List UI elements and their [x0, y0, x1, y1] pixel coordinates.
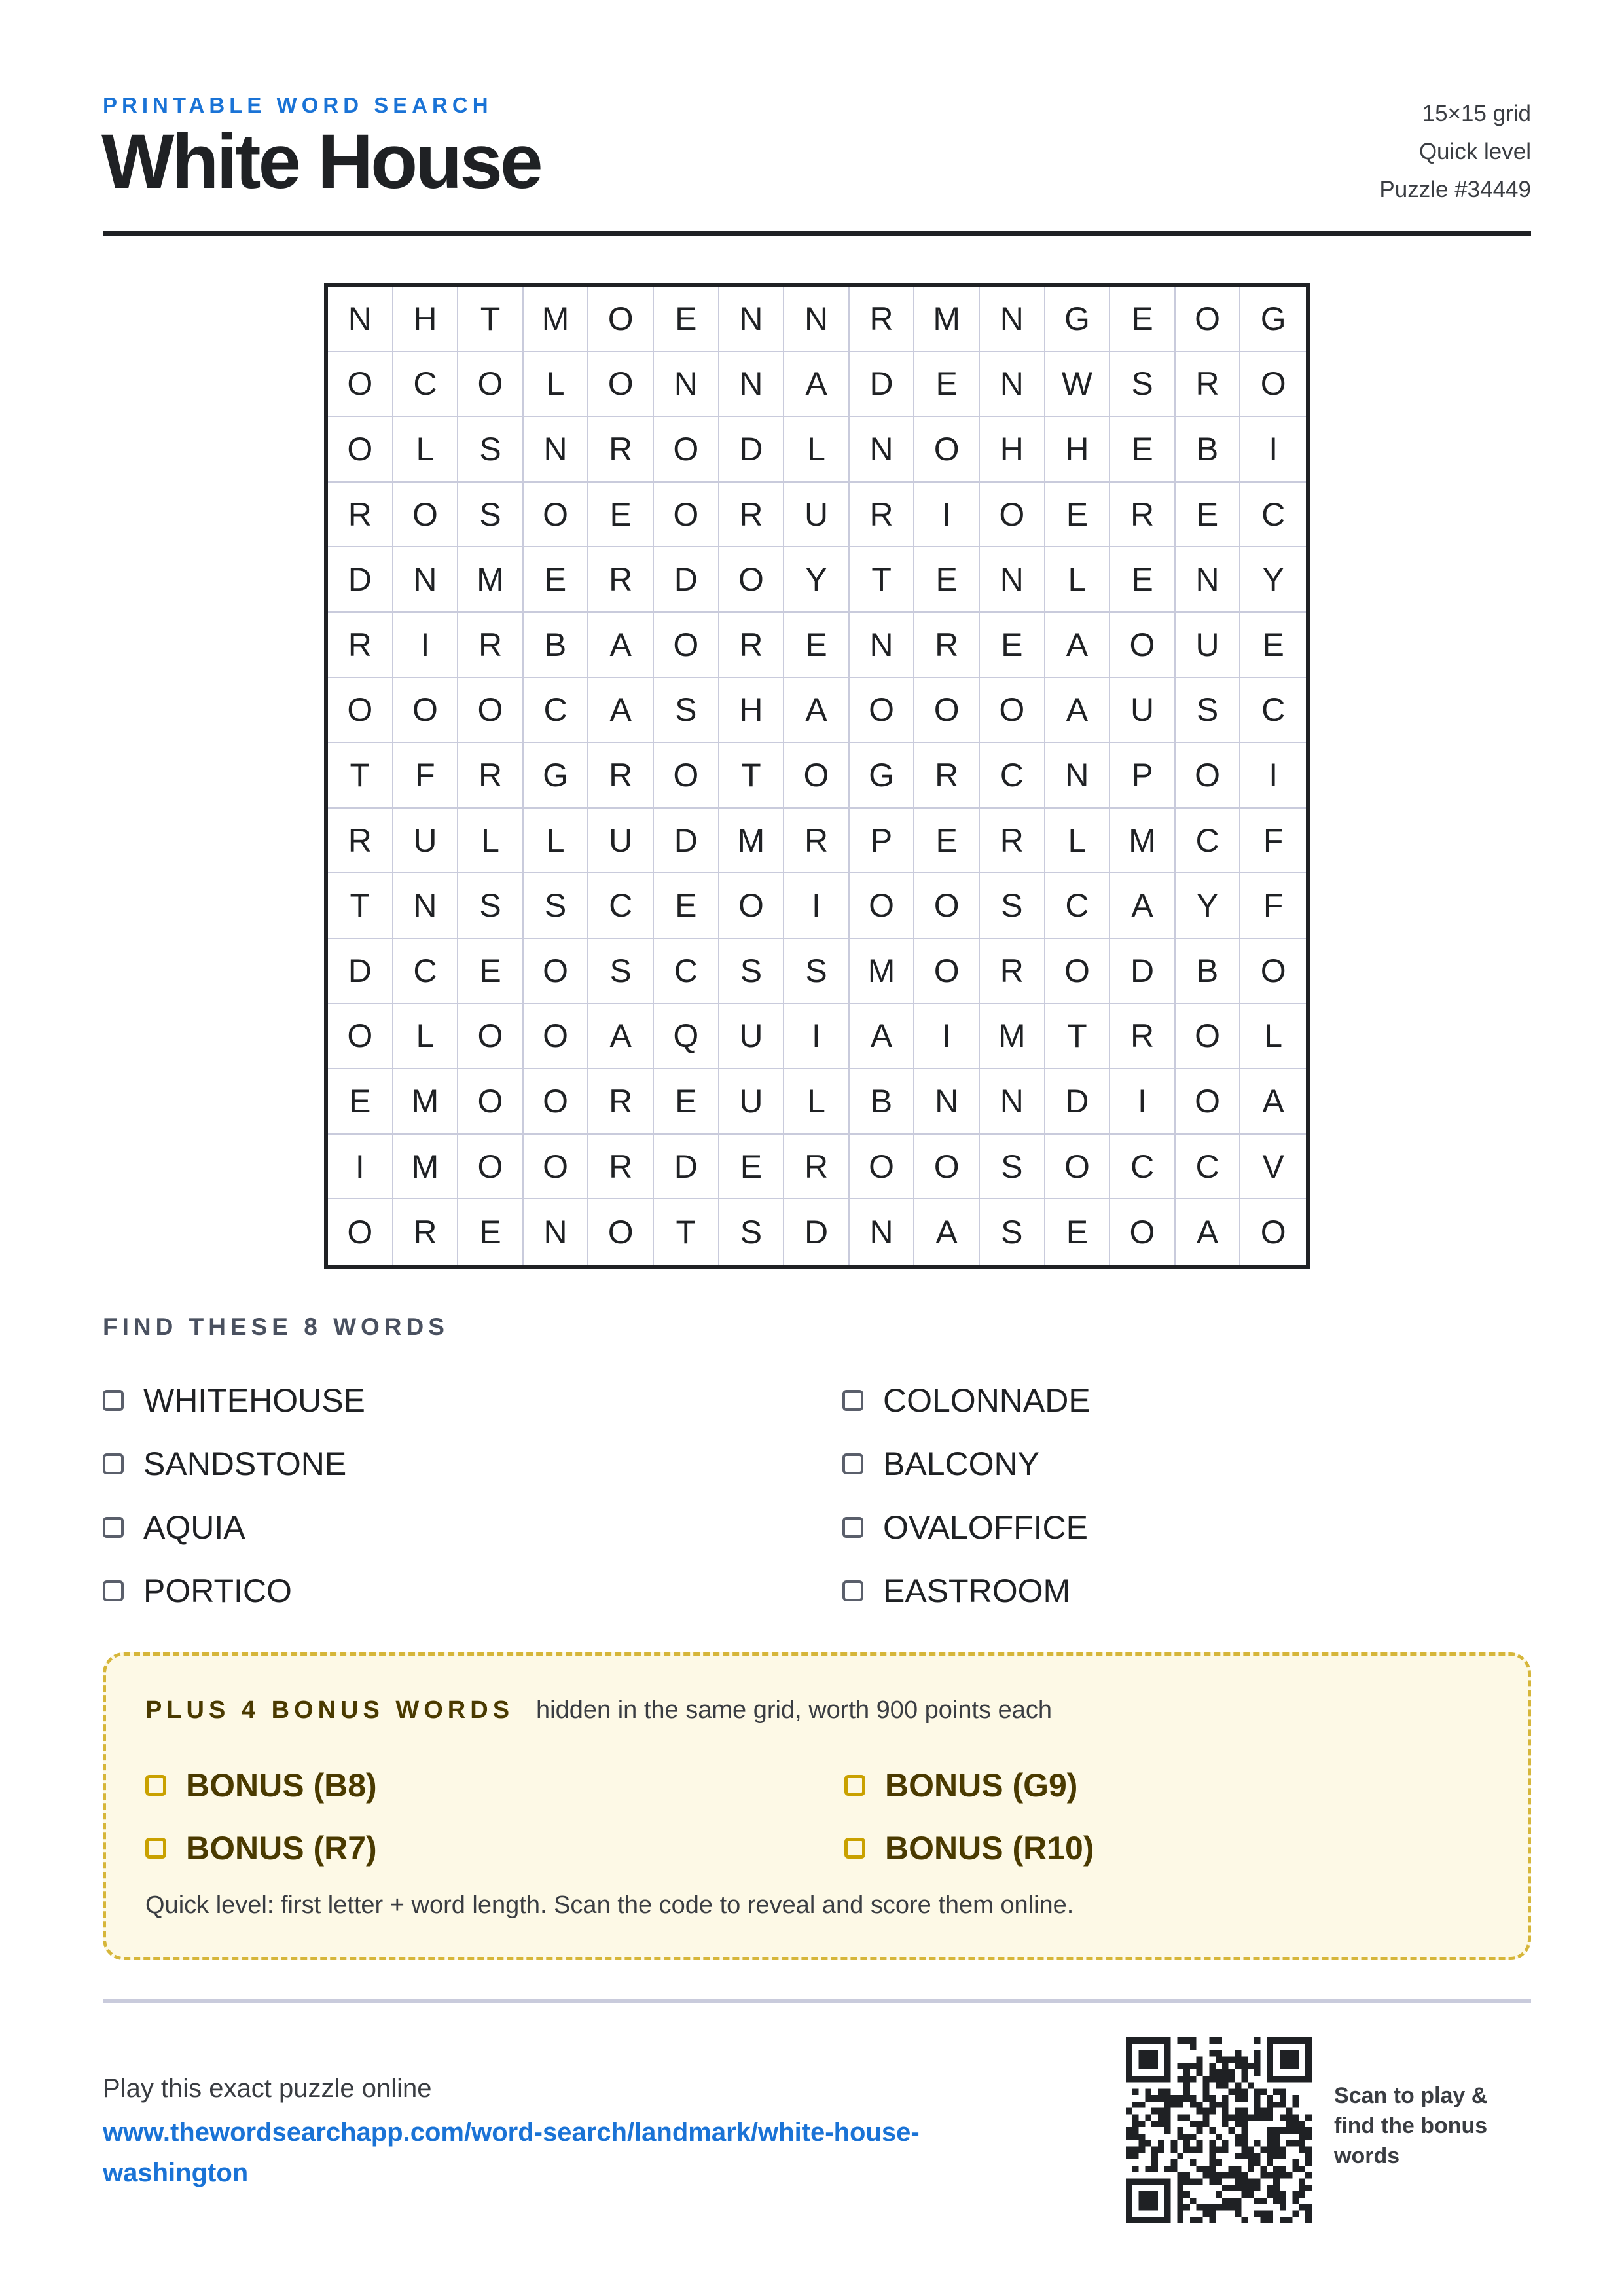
word-item[interactable] — [842, 1559, 1531, 1622]
grid-cell[interactable]: O — [784, 743, 850, 809]
grid-cell[interactable]: N — [784, 287, 850, 352]
grid-cell[interactable]: R — [588, 1135, 654, 1200]
grid-cell[interactable]: H — [393, 287, 459, 352]
scan-text: Scan to play & find the bonus words — [1334, 2083, 1488, 2168]
grid-cell[interactable]: O — [1176, 743, 1241, 809]
word-label: WHITEHOUSE — [143, 1381, 365, 1419]
grid-cell[interactable]: N — [980, 352, 1045, 418]
checkbox[interactable] — [842, 1517, 863, 1538]
grid-cell[interactable]: R — [784, 1135, 850, 1200]
grid-cell[interactable]: L — [393, 417, 459, 483]
grid-cell[interactable]: S — [719, 939, 785, 1004]
grid-cell[interactable]: I — [1240, 743, 1306, 809]
checkbox[interactable] — [842, 1390, 863, 1411]
word-item[interactable] — [103, 1559, 842, 1622]
grid-cell[interactable]: E — [719, 1135, 785, 1200]
word-label: SANDSTONE — [143, 1445, 347, 1482]
checkbox[interactable] — [842, 1580, 863, 1601]
grid-cell[interactable]: O — [393, 678, 459, 744]
grid-cell[interactable]: O — [654, 417, 719, 483]
grid-cell[interactable]: R — [328, 809, 393, 874]
grid-cell[interactable]: S — [588, 939, 654, 1004]
grid-cell[interactable]: L — [1045, 547, 1111, 613]
grid-cell[interactable]: A — [784, 352, 850, 418]
grid-cell[interactable]: O — [1110, 1199, 1176, 1265]
checkbox[interactable] — [103, 1517, 124, 1538]
grid-cell[interactable]: N — [850, 1199, 915, 1265]
grid-cell[interactable]: O — [1110, 613, 1176, 678]
grid-cell[interactable]: I — [1110, 1069, 1176, 1135]
grid-cell[interactable]: R — [1110, 1004, 1176, 1070]
grid-cell[interactable]: N — [524, 1199, 589, 1265]
bonus-word-label: BONUS (G9) — [885, 1767, 1078, 1804]
grid-cell[interactable]: O — [1176, 1069, 1241, 1135]
grid-cell[interactable]: O — [524, 939, 589, 1004]
grid-cell[interactable]: N — [850, 417, 915, 483]
bonus-heading — [145, 1696, 1052, 1724]
grid-cell[interactable]: W — [1045, 352, 1111, 418]
grid-cell[interactable]: A — [588, 678, 654, 744]
grid-cell[interactable]: A — [1240, 1069, 1306, 1135]
grid-cell[interactable]: O — [328, 678, 393, 744]
grid-cell[interactable]: E — [654, 873, 719, 939]
grid-cell[interactable]: S — [458, 417, 524, 483]
word-item[interactable] — [842, 1495, 1531, 1559]
grid-cell[interactable]: R — [458, 613, 524, 678]
grid-cell[interactable]: O — [654, 613, 719, 678]
grid-cell[interactable]: O — [850, 1135, 915, 1200]
grid-cell[interactable]: D — [850, 352, 915, 418]
grid-cell[interactable]: N — [980, 547, 1045, 613]
level: Quick level — [1418, 139, 1531, 164]
word-item[interactable] — [842, 1368, 1531, 1432]
grid-cell[interactable]: T — [458, 287, 524, 352]
bonus-checkbox[interactable] — [145, 1775, 166, 1796]
grid-cell[interactable]: L — [524, 809, 589, 874]
grid-cell[interactable]: R — [784, 809, 850, 874]
grid-cell[interactable]: R — [1176, 352, 1241, 418]
grid-cell[interactable]: U — [784, 483, 850, 548]
grid-cell[interactable]: R — [980, 809, 1045, 874]
grid-cell[interactable]: M — [458, 547, 524, 613]
word-label: OVALOFFICE — [883, 1508, 1089, 1546]
word-item[interactable] — [103, 1432, 842, 1495]
grid-cell[interactable]: O — [458, 352, 524, 418]
grid-cell[interactable]: F — [393, 743, 459, 809]
grid-cell[interactable]: E — [588, 483, 654, 548]
grid-cell[interactable]: U — [1110, 678, 1176, 744]
grid-cell[interactable]: S — [980, 1135, 1045, 1200]
grid-cell[interactable]: O — [328, 1004, 393, 1070]
puzzle-meta — [1379, 95, 1531, 209]
grid-cell[interactable]: M — [850, 939, 915, 1004]
grid-cell[interactable]: H — [980, 417, 1045, 483]
grid-cell[interactable]: G — [524, 743, 589, 809]
grid-cell[interactable]: O — [588, 1199, 654, 1265]
grid-cell[interactable]: D — [719, 417, 785, 483]
grid-cell[interactable]: O — [1176, 287, 1241, 352]
grid-cell[interactable]: C — [1110, 1135, 1176, 1200]
grid-cell[interactable]: L — [784, 417, 850, 483]
grid-cell[interactable]: E — [458, 939, 524, 1004]
word-item[interactable] — [103, 1495, 842, 1559]
grid-cell[interactable]: C — [654, 939, 719, 1004]
grid-cell[interactable]: A — [588, 613, 654, 678]
grid-cell[interactable]: C — [980, 743, 1045, 809]
grid-cell[interactable]: N — [1176, 547, 1241, 613]
grid-cell[interactable]: G — [1240, 287, 1306, 352]
grid-cell[interactable]: N — [393, 547, 459, 613]
grid-cell[interactable]: O — [524, 1069, 589, 1135]
grid-cell[interactable]: T — [719, 743, 785, 809]
grid-cell[interactable]: R — [850, 287, 915, 352]
grid-cell[interactable]: N — [914, 1069, 980, 1135]
grid-cell[interactable]: E — [1176, 483, 1241, 548]
grid-cell[interactable]: O — [719, 547, 785, 613]
grid-cell[interactable]: E — [980, 613, 1045, 678]
bonus-subtitle: hidden in the same grid, worth 900 points each — [536, 1696, 1052, 1724]
grid-cell[interactable]: P — [1110, 743, 1176, 809]
grid-cell[interactable]: I — [328, 1135, 393, 1200]
grid-cell[interactable]: I — [784, 873, 850, 939]
grid-cell[interactable]: E — [458, 1199, 524, 1265]
grid-cell[interactable]: S — [458, 483, 524, 548]
word-list — [103, 1368, 1531, 1622]
grid-cell[interactable]: B — [1176, 417, 1241, 483]
grid-cell[interactable]: M — [1110, 809, 1176, 874]
grid-cell[interactable]: B — [524, 613, 589, 678]
grid-cell[interactable]: O — [1240, 352, 1306, 418]
grid-cell[interactable]: D — [1045, 1069, 1111, 1135]
grid-cell[interactable]: E — [1110, 417, 1176, 483]
checkbox[interactable] — [103, 1390, 124, 1411]
grid-cell[interactable]: T — [654, 1199, 719, 1265]
grid-cell[interactable]: O — [914, 678, 980, 744]
grid-cell[interactable]: D — [654, 547, 719, 613]
bonus-word-label: BONUS (R10) — [885, 1830, 1094, 1867]
grid-cell[interactable]: O — [1176, 1004, 1241, 1070]
grid-cell[interactable]: O — [914, 939, 980, 1004]
grid-cell[interactable]: N — [328, 287, 393, 352]
grid-cell[interactable]: E — [1110, 287, 1176, 352]
grid-cell[interactable]: O — [1045, 939, 1111, 1004]
word-label: EASTROOM — [883, 1572, 1071, 1609]
grid-cell[interactable]: R — [719, 483, 785, 548]
grid-cell[interactable]: S — [458, 873, 524, 939]
grid-cell[interactable]: L — [458, 809, 524, 874]
grid-cell[interactable]: I — [784, 1004, 850, 1070]
grid-cell[interactable]: D — [328, 547, 393, 613]
grid-cell[interactable]: Y — [1240, 547, 1306, 613]
word-label: COLONNADE — [883, 1381, 1091, 1419]
checkbox[interactable] — [842, 1453, 863, 1474]
grid-cell[interactable]: R — [588, 417, 654, 483]
grid-cell[interactable]: R — [1110, 483, 1176, 548]
grid-cell[interactable]: E — [1240, 613, 1306, 678]
grid-cell[interactable]: E — [654, 287, 719, 352]
grid-cell[interactable]: F — [1240, 873, 1306, 939]
grid-cell[interactable]: S — [784, 939, 850, 1004]
grid-cell[interactable]: S — [1110, 352, 1176, 418]
bonus-word-item[interactable] — [844, 1817, 1499, 1880]
grid-cell[interactable]: E — [1110, 547, 1176, 613]
grid-cell[interactable]: H — [719, 678, 785, 744]
grid-cell[interactable]: L — [1045, 809, 1111, 874]
grid-cell[interactable]: O — [328, 417, 393, 483]
grid-cell[interactable]: O — [914, 417, 980, 483]
grid-cell[interactable]: A — [1110, 873, 1176, 939]
grid-cell[interactable]: B — [850, 1069, 915, 1135]
grid-cell[interactable]: I — [914, 1004, 980, 1070]
page-title: White House — [101, 118, 541, 205]
grid-cell[interactable]: U — [1176, 613, 1241, 678]
grid-cell[interactable]: R — [393, 1199, 459, 1265]
grid-cell[interactable]: F — [1240, 809, 1306, 874]
grid-cell[interactable]: Q — [654, 1004, 719, 1070]
grid-cell[interactable]: O — [654, 743, 719, 809]
grid-cell[interactable]: A — [1176, 1199, 1241, 1265]
grid-cell[interactable]: C — [588, 873, 654, 939]
play-label: Play this exact puzzle online — [103, 2074, 432, 2103]
grid-cell[interactable]: E — [1045, 483, 1111, 548]
grid-cell[interactable]: S — [980, 873, 1045, 939]
grid-cell[interactable]: N — [524, 417, 589, 483]
grid-cell[interactable]: O — [393, 483, 459, 548]
grid-cell[interactable]: R — [588, 1069, 654, 1135]
grid-cell[interactable]: T — [1045, 1004, 1111, 1070]
bonus-word-item[interactable] — [145, 1817, 844, 1880]
grid-cell[interactable]: O — [914, 1135, 980, 1200]
bonus-word-label: BONUS (R7) — [186, 1830, 377, 1867]
grid-cell[interactable]: L — [1240, 1004, 1306, 1070]
footer-divider — [103, 1999, 1531, 2003]
grid-cell[interactable]: E — [914, 547, 980, 613]
grid-cell[interactable]: O — [458, 1004, 524, 1070]
grid-cell[interactable]: S — [980, 1199, 1045, 1265]
grid-cell[interactable]: S — [1176, 678, 1241, 744]
grid-cell[interactable]: E — [914, 809, 980, 874]
header-divider — [103, 231, 1531, 236]
grid-cell[interactable]: O — [850, 873, 915, 939]
grid-cell[interactable]: R — [588, 547, 654, 613]
grid-cell[interactable]: R — [850, 483, 915, 548]
grid-cell[interactable]: I — [393, 613, 459, 678]
grid-cell[interactable]: N — [980, 1069, 1045, 1135]
grid-cell[interactable]: R — [914, 613, 980, 678]
grid-cell[interactable]: O — [524, 483, 589, 548]
bonus-panel — [103, 1652, 1531, 1960]
word-label: BALCONY — [883, 1445, 1039, 1482]
grid-cell[interactable]: O — [328, 1199, 393, 1265]
grid-cell[interactable]: O — [524, 1004, 589, 1070]
grid-cell[interactable]: O — [524, 1135, 589, 1200]
grid-cell[interactable]: M — [393, 1135, 459, 1200]
qr-code-icon[interactable] — [1126, 2037, 1312, 2223]
bonus-word-item[interactable] — [145, 1754, 844, 1817]
word-label: AQUIA — [143, 1508, 245, 1546]
grid-cell[interactable]: T — [328, 873, 393, 939]
grid-cell[interactable]: O — [458, 678, 524, 744]
grid-cell[interactable]: O — [719, 873, 785, 939]
grid-cell[interactable]: U — [719, 1069, 785, 1135]
bonus-word-list — [145, 1754, 1499, 1880]
grid-cell[interactable]: O — [980, 678, 1045, 744]
grid-cell[interactable]: N — [850, 613, 915, 678]
bonus-word-label: BONUS (B8) — [186, 1767, 377, 1804]
grid-cell[interactable]: M — [524, 287, 589, 352]
word-item[interactable] — [103, 1368, 842, 1432]
grid-cell[interactable]: O — [458, 1069, 524, 1135]
grid-cell[interactable]: N — [1045, 743, 1111, 809]
grid-cell[interactable]: L — [524, 352, 589, 418]
grid-cell[interactable]: C — [524, 678, 589, 744]
grid-cell[interactable]: U — [588, 809, 654, 874]
bonus-word-item[interactable] — [844, 1754, 1499, 1817]
grid-cell[interactable]: N — [654, 352, 719, 418]
grid-cell[interactable]: I — [914, 483, 980, 548]
checkbox[interactable] — [103, 1453, 124, 1474]
grid-cell[interactable]: T — [850, 547, 915, 613]
grid-cell[interactable]: C — [393, 352, 459, 418]
grid-cell[interactable]: R — [588, 743, 654, 809]
grid-cell[interactable]: A — [914, 1199, 980, 1265]
grid-cell[interactable]: P — [850, 809, 915, 874]
grid-cell[interactable]: C — [393, 939, 459, 1004]
grid-cell[interactable]: E — [784, 613, 850, 678]
grid-cell[interactable]: T — [328, 743, 393, 809]
grid-cell[interactable]: M — [914, 287, 980, 352]
grid-cell[interactable]: A — [1045, 613, 1111, 678]
grid-cell[interactable]: S — [654, 678, 719, 744]
grid-cell[interactable]: I — [1240, 417, 1306, 483]
grid-cell[interactable]: O — [654, 483, 719, 548]
grid-cell[interactable]: N — [719, 287, 785, 352]
grid-cell[interactable]: R — [458, 743, 524, 809]
grid-cell[interactable]: S — [524, 873, 589, 939]
puzzle-number: Puzzle #34449 — [1379, 177, 1531, 202]
grid-cell[interactable]: C — [1176, 1135, 1241, 1200]
grid-cell[interactable]: U — [719, 1004, 785, 1070]
grid-cell[interactable]: R — [328, 483, 393, 548]
grid-cell[interactable]: Y — [1176, 873, 1241, 939]
grid-cell[interactable]: Y — [784, 547, 850, 613]
grid-cell[interactable]: E — [524, 547, 589, 613]
find-heading: FIND THESE 8 WORDS — [103, 1313, 449, 1340]
word-item[interactable] — [842, 1432, 1531, 1495]
grid-cell[interactable]: G — [850, 743, 915, 809]
grid-cell[interactable]: O — [588, 287, 654, 352]
bonus-title: PLUS 4 BONUS WORDS — [145, 1696, 514, 1724]
grid-cell[interactable]: E — [914, 352, 980, 418]
bonus-checkbox[interactable] — [844, 1775, 865, 1796]
grid-cell[interactable]: D — [654, 809, 719, 874]
grid-cell[interactable]: O — [328, 352, 393, 418]
grid-cell[interactable]: M — [719, 809, 785, 874]
grid-cell[interactable]: O — [1240, 939, 1306, 1004]
grid-cell[interactable]: E — [1045, 1199, 1111, 1265]
grid-cell[interactable]: M — [393, 1069, 459, 1135]
grid-cell[interactable]: C — [1240, 678, 1306, 744]
grid-cell[interactable]: D — [784, 1199, 850, 1265]
grid-cell[interactable]: R — [980, 939, 1045, 1004]
grid-cell[interactable]: O — [850, 678, 915, 744]
grid-cell[interactable]: D — [328, 939, 393, 1004]
bonus-checkbox[interactable] — [145, 1838, 166, 1859]
grid-cell[interactable]: A — [850, 1004, 915, 1070]
eyebrow: PRINTABLE WORD SEARCH — [103, 93, 493, 117]
grid-cell[interactable]: V — [1240, 1135, 1306, 1200]
grid-cell[interactable]: R — [328, 613, 393, 678]
grid-cell[interactable]: B — [1176, 939, 1241, 1004]
grid-cell[interactable]: O — [1260, 1214, 1286, 1251]
grid-cell[interactable]: N — [719, 352, 785, 418]
grid-cell[interactable]: N — [980, 287, 1045, 352]
grid-cell[interactable]: G — [1045, 287, 1111, 352]
word-label: PORTICO — [143, 1572, 292, 1609]
grid-cell[interactable]: O — [1045, 1135, 1111, 1200]
grid-cell[interactable]: O — [588, 352, 654, 418]
letter-grid[interactable] — [324, 283, 1310, 1269]
bonus-note: Quick level: first letter + word length. Scan the code to reveal and score them online. — [145, 1891, 1074, 1919]
grid-size: 15×15 grid — [1422, 101, 1531, 126]
grid-cell[interactable]: E — [328, 1069, 393, 1135]
grid-cell[interactable]: A — [1045, 678, 1111, 744]
grid-cell[interactable]: S — [719, 1199, 785, 1265]
grid-cell[interactable]: D — [654, 1135, 719, 1200]
grid-cell[interactable]: R — [719, 613, 785, 678]
grid-cell[interactable]: L — [393, 1004, 459, 1070]
grid-cell[interactable]: M — [980, 1004, 1045, 1070]
checkbox[interactable] — [103, 1580, 124, 1601]
grid-cell[interactable]: H — [1045, 417, 1111, 483]
grid-cell[interactable]: O — [980, 483, 1045, 548]
grid-cell[interactable]: U — [393, 809, 459, 874]
grid-cell[interactable]: A — [588, 1004, 654, 1070]
grid-cell[interactable]: O — [458, 1135, 524, 1200]
grid-cell[interactable]: N — [393, 873, 459, 939]
grid-cell[interactable]: R — [914, 743, 980, 809]
grid-cell[interactable]: C — [1240, 483, 1306, 548]
bonus-checkbox[interactable] — [844, 1838, 865, 1859]
puzzle-link[interactable]: www.thewordsearchapp.com/word-search/landmark/white-house-washington — [103, 2118, 920, 2187]
grid-cell[interactable]: E — [654, 1069, 719, 1135]
grid-cell[interactable]: A — [784, 678, 850, 744]
grid-cell[interactable]: L — [784, 1069, 850, 1135]
grid-cell[interactable]: C — [1045, 873, 1111, 939]
grid-cell[interactable]: D — [1110, 939, 1176, 1004]
grid-cell[interactable]: O — [914, 873, 980, 939]
grid-cell[interactable]: C — [1176, 809, 1241, 874]
